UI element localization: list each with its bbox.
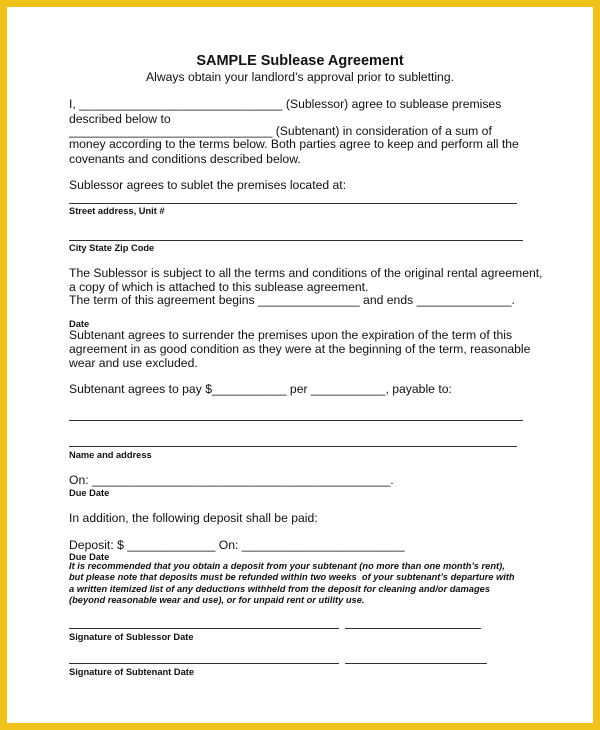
subtenant-date-rule xyxy=(345,663,487,664)
sublessor-line: I, ______________________________ (Sublessor) agree to sublease premises xyxy=(69,97,502,111)
terms-text: money according to the terms below. Both parties agree to keep and perform all the xyxy=(69,137,519,151)
subtenant-signature-label: Signature of Subtenant Date xyxy=(69,667,194,677)
payee-rule-2 xyxy=(69,446,517,447)
due-on-line: On: ____________________________________________. xyxy=(69,473,394,487)
covenants-text: covenants and conditions described below. xyxy=(69,152,301,166)
described-below-text: described below to xyxy=(69,112,171,126)
street-address-label: Street address, Unit # xyxy=(69,206,165,216)
attached-copy-text: a copy of which is attached to this sublease agreement. xyxy=(69,280,369,294)
rental-agreement-text: The Sublessor is subject to all the terms and conditions of the original rental agreement, xyxy=(69,266,543,280)
payment-line: Subtenant agrees to pay $___________ per ___________, payable to: xyxy=(69,382,452,396)
sublessor-signature-label: Signature of Sublessor Date xyxy=(69,632,194,642)
due-date-label: Due Date xyxy=(69,488,110,498)
date-label: Date xyxy=(69,319,90,329)
document-subtitle: Always obtain your landlord’s approval prior to subletting. xyxy=(145,70,455,84)
document-page xyxy=(7,7,593,723)
payee-rule-1 xyxy=(69,420,523,421)
surrender-text: Subtenant agrees to surrender the premises upon the expiration of the term of this xyxy=(69,328,513,342)
deposit-note-line-3: a written itemized list of any deductions withheld from the deposit for cleaning and/or damages xyxy=(69,584,490,594)
term-dates-line: The term of this agreement begins _______________ and ends ______________. xyxy=(69,293,515,307)
premises-intro: Sublessor agrees to sublet the premises located at: xyxy=(69,178,347,192)
deposit-due-date-label: Due Date xyxy=(69,552,110,562)
name-address-label: Name and address xyxy=(69,450,152,460)
deposit-note-line-4: (beyond reasonable wear and use), or for unpaid rent or utility use. xyxy=(69,595,365,605)
deposit-line: Deposit: $ _____________ On: ________________________ xyxy=(69,538,405,552)
sublessor-date-rule xyxy=(345,628,481,629)
condition-text: agreement in as good condition as they were at the beginning of the term, reasonable xyxy=(69,342,531,356)
deposit-intro: In addition, the following deposit shall be paid: xyxy=(69,511,318,525)
subtenant-signature-rule xyxy=(69,663,339,664)
sublessor-signature-rule xyxy=(69,628,339,629)
deposit-note-line-2: but please note that deposits must be refunded within two weeks of your subtenant’s departure with xyxy=(69,572,515,582)
wear-text: wear and use excluded. xyxy=(69,356,198,370)
document-title: SAMPLE Sublease Agreement xyxy=(196,53,404,69)
deposit-note-line-1: It is recommended that you obtain a deposit from your subtenant (no more than one month’s rent), xyxy=(69,561,505,571)
subtenant-line: ______________________________ (Subtenant) in consideration of a sum of xyxy=(69,124,492,138)
city-state-zip-label: City State Zip Code xyxy=(69,243,155,253)
